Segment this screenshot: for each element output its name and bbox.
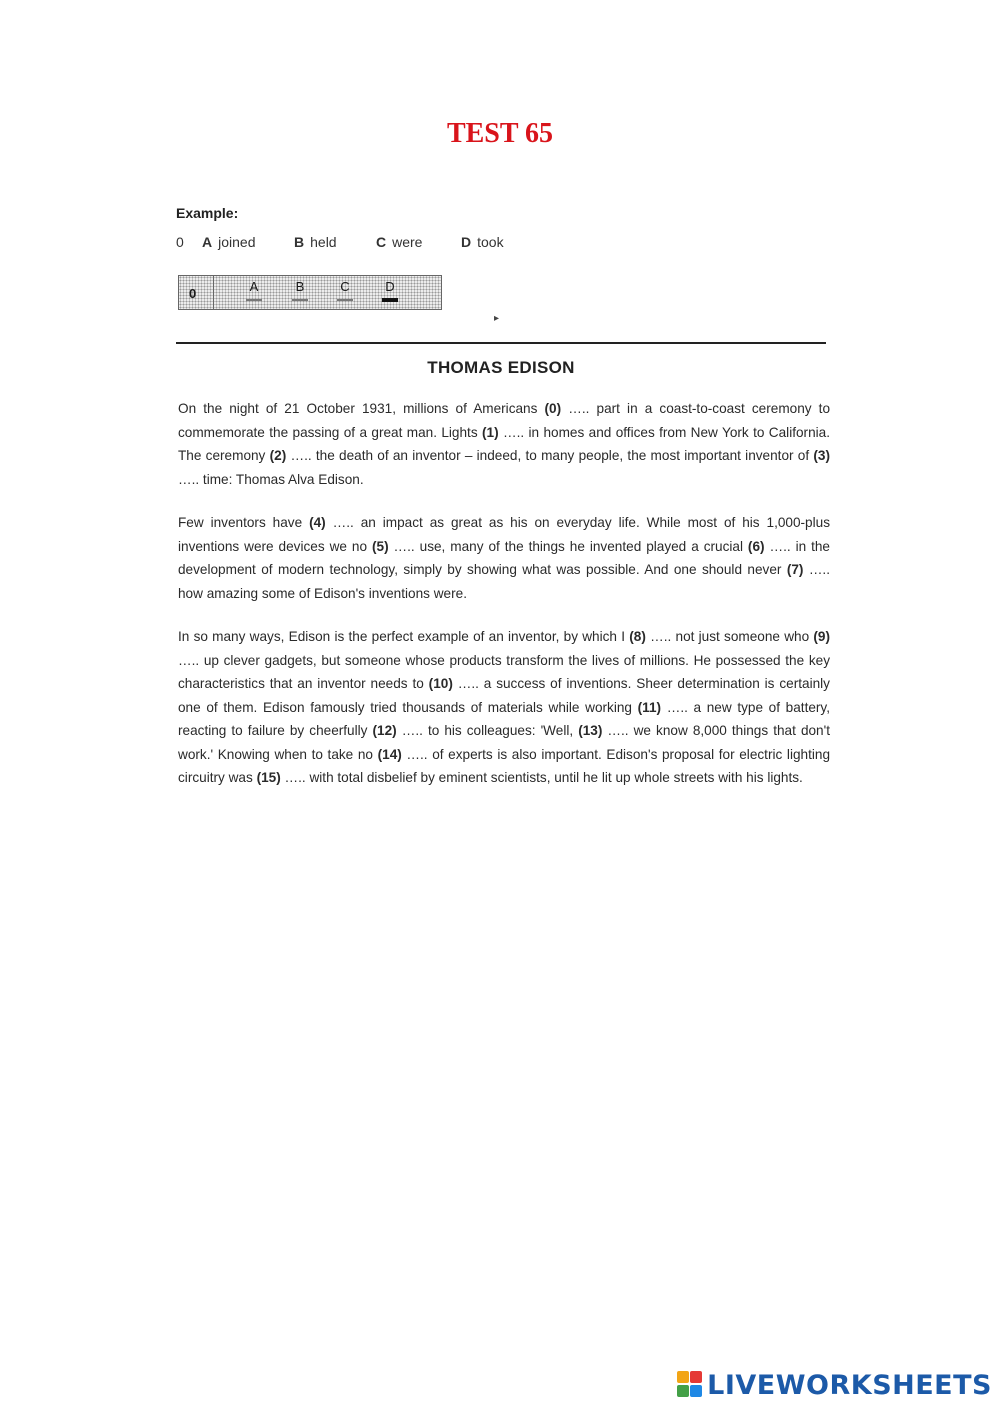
passage-text: ….. time: Thomas Alva Edison. [178, 471, 364, 487]
example-number: 0 [176, 234, 184, 250]
liveworksheets-logo-icon [677, 1371, 703, 1399]
passage-text: ….. use, many of the things he invented played a crucial [388, 538, 748, 554]
passage-text: ….. a new type of battery, reacting to failure by cheerfully [178, 699, 830, 738]
passage-text: ….. to his colleagues: 'Well, [396, 723, 579, 738]
answer-box-letter-b: B [295, 279, 305, 294]
example-answer-box [178, 275, 442, 310]
section-divider [176, 342, 826, 344]
passage-text: ….. we know 8,000 things that don't work.' Knowing when to take no [178, 723, 830, 762]
liveworksheets-text: LIVEWORKSHEETS [707, 1369, 992, 1401]
gap-number: (5) [371, 538, 389, 554]
gap-number: (0) [544, 401, 562, 416]
gap-number: (13) [578, 723, 603, 738]
stray-mark: ▸ [494, 313, 500, 324]
passage-text: ….. how amazing some of Edison's inventions were. [178, 562, 830, 601]
passage-text: ….. the death of an inventor – indeed, to many people, the most important inventor of [286, 448, 814, 463]
passage-paragraph-3 [178, 625, 830, 790]
gap-number: (7) [786, 562, 804, 577]
answer-line-c [337, 299, 353, 301]
answer-box-letter-c: C [340, 279, 350, 294]
example-label: Example: [176, 205, 239, 221]
passage-heading: THOMAS EDISON [427, 358, 575, 377]
answer-box-letter-a: A [249, 279, 259, 294]
passage-paragraph-2 [178, 511, 830, 605]
gap-number: (2) [269, 448, 287, 463]
answer-line-d-selected [382, 298, 398, 302]
passage-text: ….. a success of inventions. Sheer determination is certainly one of them. Edison famously tried thousands of materials while working [178, 676, 830, 715]
passage-text: ….. not just someone who [645, 629, 814, 644]
answer-line-a [246, 299, 262, 301]
page-title: TEST 65 [446, 118, 554, 149]
gap-number: (9) [813, 629, 830, 644]
gap-number: (14) [377, 746, 402, 762]
gap-number: (11) [637, 699, 662, 715]
answer-box-divider [213, 276, 214, 309]
example-option-d: D took [461, 234, 504, 250]
gap-number: (8) [629, 629, 646, 644]
example-option-c: C were [376, 234, 423, 250]
liveworksheets-brand [677, 1369, 992, 1401]
passage-text: Few inventors have [178, 515, 310, 530]
passage-text: ….. an impact as great as his on everyday life. While most of his 1,000-plus inventions were devices we no [178, 515, 830, 554]
passage-text: ….. of experts is also important. Edison's proposal for electric lighting circuitry was [178, 746, 831, 785]
gap-number: (3) [813, 448, 830, 463]
passage-text: In so many ways, Edison is the perfect example of an inventor, by which I [178, 629, 630, 644]
gap-number: (6) [747, 538, 765, 554]
gap-number: (4) [309, 515, 326, 530]
gap-number: (10) [428, 676, 453, 691]
gap-number: (15) [256, 770, 281, 785]
example-option-b: B held [294, 234, 337, 250]
answer-box-number: 0 [189, 286, 197, 301]
passage-text: ….. part in a coast-to-coast ceremony to commemorate the passing of a great man. Lights [178, 401, 831, 440]
answer-line-b [292, 299, 308, 301]
passage-text: ….. with total disbelief by eminent scientists, until he lit up whole streets with his lights. [280, 770, 803, 785]
answer-box-letter-d: D [385, 279, 395, 294]
gap-number: (12) [372, 723, 397, 738]
example-option-a: A joined [202, 234, 256, 250]
passage-paragraph-1 [178, 397, 830, 491]
passage-text: ….. in the development of modern technology, simply by showing what was possible. And one should never [178, 538, 830, 577]
passage-text: On the night of 21 October 1931, millions of Americans [178, 401, 545, 416]
passage-text: ….. up clever gadgets, but someone whose products transform the lives of millions. He possessed the key characteristics that an inventor needs to [178, 652, 830, 691]
gap-number: (1) [482, 424, 499, 440]
passage-text: ….. in homes and offices from New York to California. The ceremony [178, 424, 830, 463]
